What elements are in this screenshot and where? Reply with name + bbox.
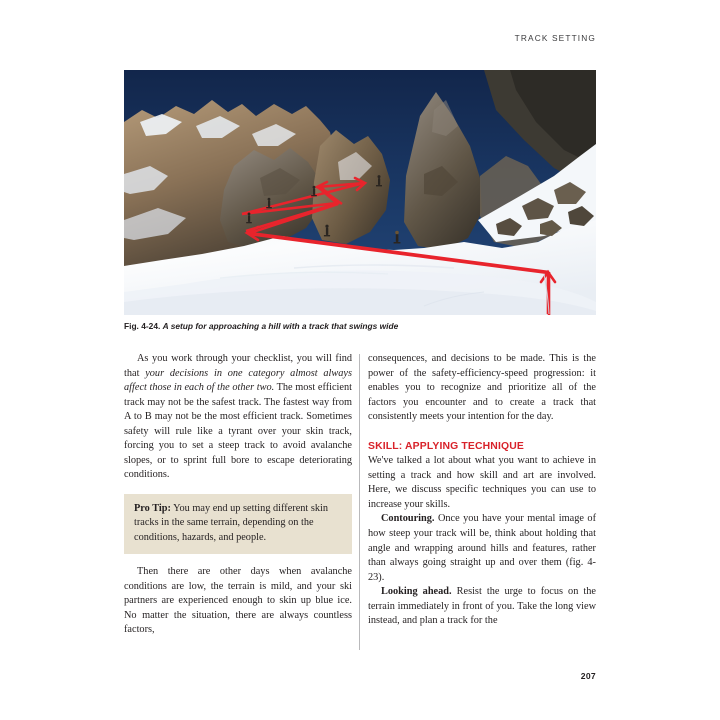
left-p1-part-b: The most efficient track may not be the safest track. The fastest way from A to B may not be the most efficient track. Sometimes safety will rule like a tyrant over your skin track, forcing you to set a steep track to avoid avalanche slopes, or to sprint full bore to escape deteriorating conditions. — [124, 382, 352, 481]
figure-caption-number: Fig. 4-24. — [124, 321, 161, 331]
page-number: 207 — [580, 671, 596, 681]
section-heading-skill: SKILL: APPLYING TECHNIQUE — [368, 440, 524, 452]
right-paragraph-looking-ahead — [368, 585, 596, 629]
figure-caption-text: A setup for approaching a hill with a track that swings wide — [162, 321, 399, 331]
photo-ski-slope — [124, 70, 596, 315]
pro-tip-text: You may end up setting different skin tracks in the same terrain, depending on the conditions, hazards, and people. — [134, 502, 329, 543]
runin-looking-ahead: Looking ahead. — [381, 586, 452, 598]
left-paragraph-1 — [124, 352, 352, 483]
contouring-text: Once you have your mental image of how steep your track will be, think about holding that angle and wrapping around hills and features, rather than always going straight up and over them (fig. 4-23). — [368, 513, 596, 583]
runin-contouring: Contouring. — [381, 513, 435, 525]
right-paragraph-1: consequences, and decisions to be made. This is the power of the safety-efficiency-speed progression: it enables you to recognize and prioritize all of the factors you encounter and to create a track that consistently meets your intention for the day. — [368, 353, 596, 423]
photo-artwork — [124, 70, 596, 315]
left-p1-part-a: As you work through your checklist, you will find that — [124, 353, 352, 379]
left-p1-italic: your decisions in one category almost always affect those in each of the other two. — [124, 367, 353, 394]
column-divider-rule — [359, 354, 360, 650]
body-columns — [124, 352, 596, 652]
right-paragraph-2: We've talked a lot about what you want to achieve in setting a track and how skill and art are involved. Here, we discuss specific techniques you can use to increase your skills. — [368, 455, 596, 510]
right-column — [368, 352, 596, 629]
figure-4-24 — [124, 70, 596, 315]
pro-tip-box — [124, 494, 352, 554]
pro-tip-label: Pro Tip: — [134, 502, 171, 514]
right-paragraph-contouring — [368, 512, 596, 585]
figure-caption — [124, 320, 604, 332]
running-head: TRACK SETTING — [514, 33, 596, 43]
left-column — [124, 352, 352, 638]
looking-ahead-text: Resist the urge to focus on the terrain immediately in front of you. Take the long view instead, and plan a track for the — [368, 586, 596, 627]
left-paragraph-2: Then there are other days when avalanche conditions are low, the terrain is mild, and your ski partners are experienced enough to skin up blue ice. No matter the situation, there are always countless factors, — [124, 566, 352, 636]
pro-tip-paragraph — [134, 502, 342, 545]
